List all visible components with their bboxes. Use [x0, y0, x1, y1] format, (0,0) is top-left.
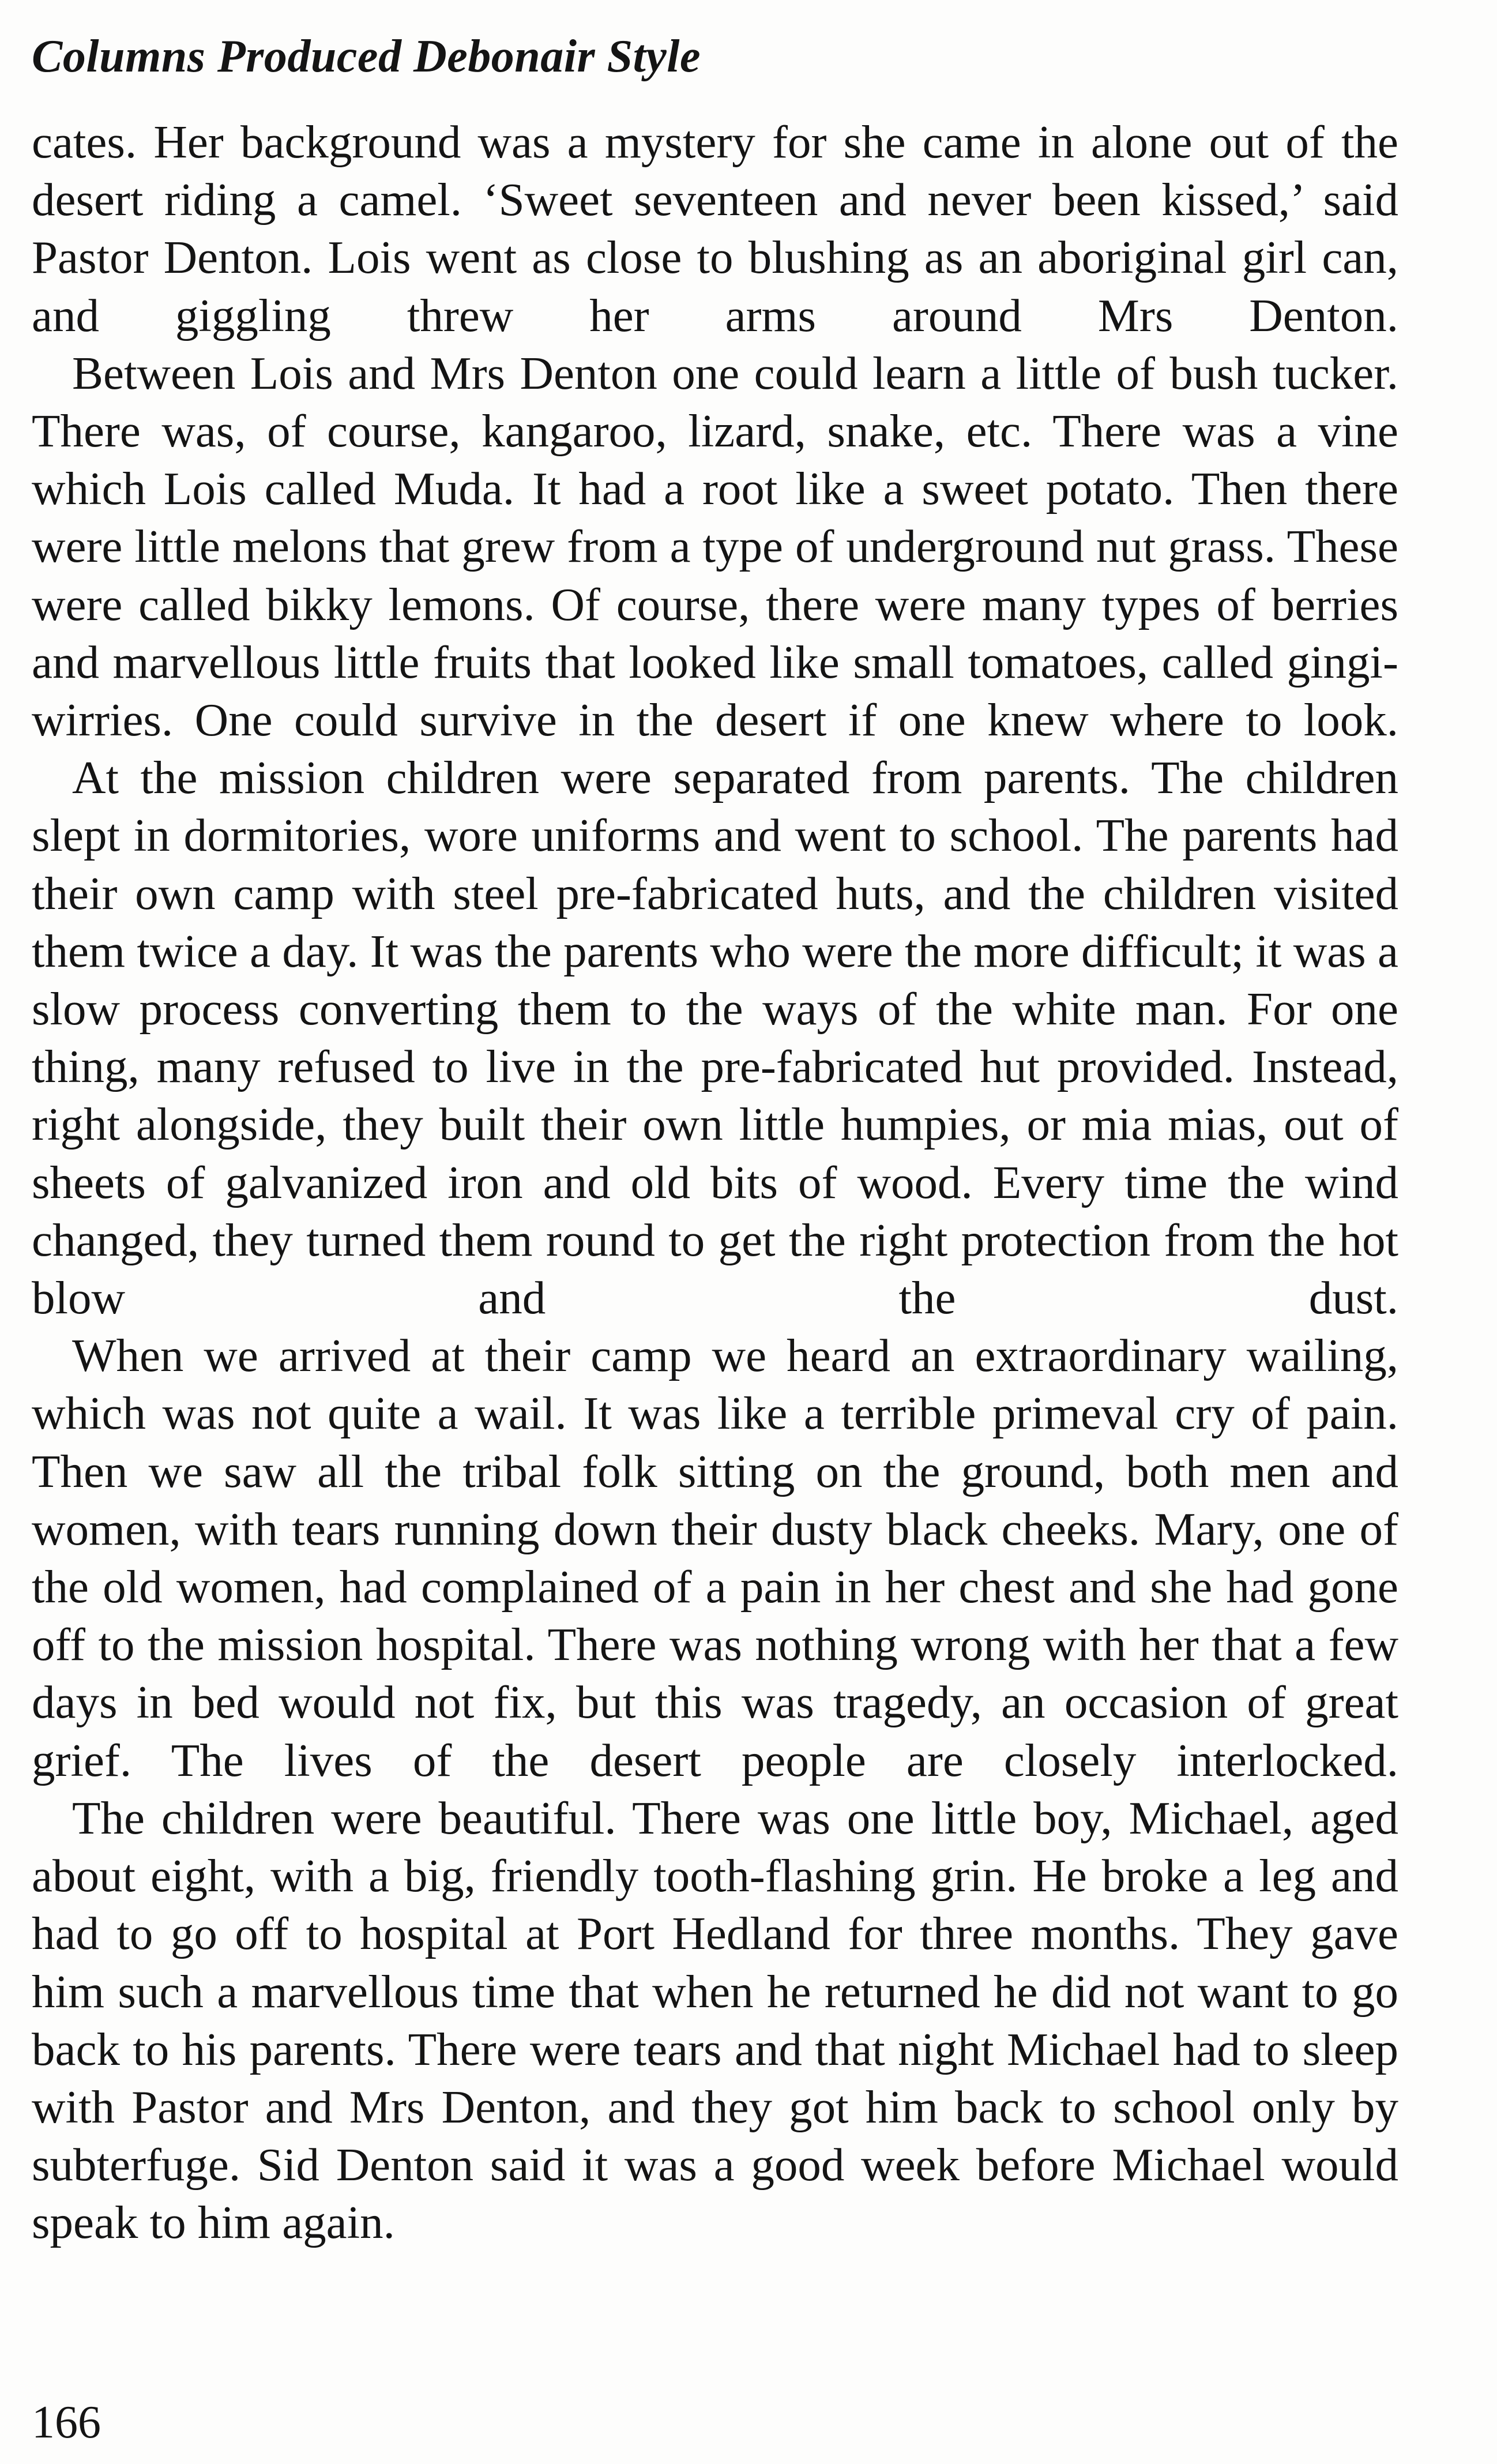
paragraph-continued: cates. Her background was a mystery for she came in alone out of the desert riding a camel. ‘Sweet seventeen and never been kissed,’ said Pastor Denton. Lois went as close to blushing as an aboriginal girl can, and giggling threw her arms around Mrs Denton. [32, 116, 1398, 341]
paragraph-bush-tucker: Between Lois and Mrs Denton one could learn a little of bush tucker. There was, of course, kangaroo, lizard, snake, etc. There was a vine which Lois called Muda. It had a root like a sweet potato. Then there were little melons that grew from a type of underground nut grass. These were called bikky lemons. Of course, there were many types of berries and marvellous little fruits that looked like small tomatoes, called gingi-wirries. One could survive in the desert if one knew where to look. [32, 347, 1398, 746]
paragraph-michael: The children were beautiful. There was one little boy, Michael, aged about eight, with a big, friendly tooth-flashing grin. He broke a leg and had to go off to hospital at Port Hedland for three months. They gave him such a marvellous time that when he returned he did not want to go back to his parents. There were tears and that night Michael had to sleep with Pastor and Mrs Denton, and they got him back to school only by subterfuge. Sid Denton said it was a good week before Michael would speak to him again. [32, 1791, 1398, 2249]
body-text [32, 113, 1398, 2252]
paragraph-camp-wailing: When we arrived at their camp we heard an extraordinary wailing, which was not quite a wail. It was like a terrible primeval cry of pain. Then we saw all the tribal folk sitting on the ground, both men and women, with tears running down their dusty black cheeks. Mary, one of the old women, had complained of a pain in her chest and she had gone off to the mission hospital. There was nothing wrong with her that a few days in bed would not fix, but this was tragedy, an occasion of great grief. The lives of the desert people are closely interlocked. [32, 1329, 1398, 1786]
page-number: 166 [32, 2397, 101, 2448]
running-head-title: Columns Produced Debonair Style [32, 31, 701, 82]
paragraph-mission-children: At the mission children were separated from parents. The children slept in dormitories, wore uniforms and went to school. The parents had their own camp with steel pre-fabricated huts, and the children visited them twice a day. It was the parents who were the more difficult; it was a slow process converting them to the ways of the white man. For one thing, many refused to live in the pre-fabricated hut provided. Instead, right alongside, they built their own little humpies, or mia mias, out of sheets of galvanized iron and old bits of wood. Every time the wind changed, they turned them round to get the right protection from the hot blow and the dust. [32, 752, 1398, 1324]
